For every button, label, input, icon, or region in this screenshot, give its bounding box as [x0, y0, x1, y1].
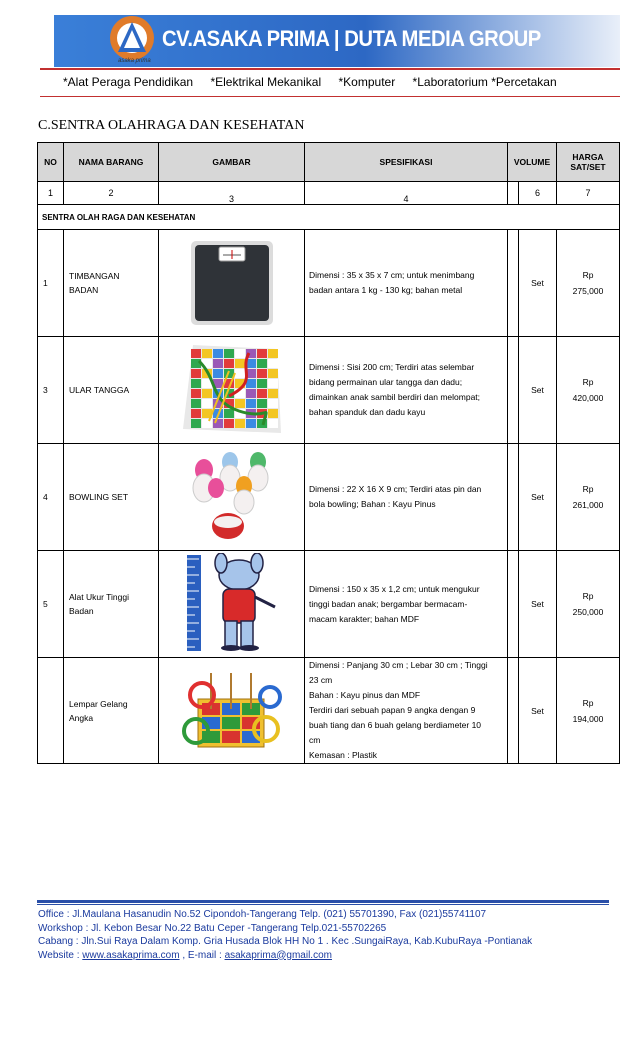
item-name	[64, 658, 159, 764]
height-chart-image	[177, 553, 287, 653]
price-value: 250,000	[572, 607, 604, 617]
col-header-no: NO	[38, 143, 64, 182]
price-currency: Rp	[582, 377, 594, 387]
email-link[interactable]: asakaprima@gmail.com	[224, 949, 332, 961]
item-price	[557, 444, 620, 551]
col-number: 7	[557, 182, 620, 205]
col-number: 4	[305, 182, 508, 205]
col-header-price-line1: HARGA	[572, 152, 604, 162]
item-volume: Set	[519, 658, 557, 764]
board-square	[191, 419, 201, 428]
category-item: *Laboratorium *Percetakan	[412, 75, 557, 89]
board-square	[268, 369, 278, 378]
board-square	[257, 369, 267, 378]
spec-line: Dimensi : Panjang 30 cm ; Lebar 30 cm ; Tinggi	[309, 660, 488, 670]
price-value: 261,000	[572, 500, 604, 510]
board-square	[257, 399, 267, 408]
board-square	[191, 409, 201, 418]
website-label: Website :	[38, 949, 83, 961]
board-square	[202, 399, 212, 408]
board-square	[235, 419, 245, 428]
board-square	[191, 379, 201, 388]
col-number: 3	[159, 182, 305, 205]
item-name-line: Lempar Gelang	[69, 698, 128, 709]
spec-line: 23 cm	[309, 675, 333, 685]
item-spec	[305, 337, 508, 444]
price-value: 194,000	[572, 713, 604, 724]
board-square	[246, 389, 256, 398]
board-square	[202, 389, 212, 398]
item-name	[64, 337, 159, 444]
spec-line: Dimensi : 35 x 35 x 7 cm; untuk menimbang	[309, 270, 475, 280]
footer-workshop: Workshop : Jl. Kebon Besar No.22 Batu Ceper -Tangerang Telp.021-55702265	[38, 922, 387, 934]
table-row	[38, 658, 620, 764]
category-item: *Komputer	[338, 75, 396, 89]
footer-contact	[38, 949, 532, 963]
board-square	[224, 349, 234, 358]
price-currency: Rp	[582, 591, 594, 601]
item-name-line: TIMBANGAN	[69, 271, 120, 281]
number-tile	[222, 717, 240, 729]
spec-line: cm	[309, 735, 321, 745]
spec-line: tinggi badan anak; bergambar bermacam-	[309, 598, 468, 609]
table-row	[38, 551, 620, 658]
item-no: 5	[38, 551, 64, 658]
col-number: 2	[64, 182, 159, 205]
ring-toss-image	[176, 669, 288, 751]
column-number-row	[38, 182, 620, 205]
item-spec	[305, 551, 508, 658]
item-image-cell	[159, 230, 305, 337]
board-square	[191, 399, 201, 408]
board-square	[268, 419, 278, 428]
spec-line: badan antara 1 kg - 130 kg; bahan metal	[309, 285, 463, 295]
board-square	[202, 419, 212, 428]
price-currency: Rp	[582, 697, 594, 708]
website-link[interactable]: www.asakaprima.com	[82, 949, 180, 961]
price-value: 420,000	[572, 393, 604, 403]
category-line	[63, 75, 571, 89]
email-label: , E-mail :	[179, 949, 225, 961]
item-image-cell	[159, 551, 305, 658]
item-name-line: Alat Ukur Tinggi	[69, 592, 129, 602]
bowling-image	[182, 448, 282, 544]
board-square	[213, 419, 223, 428]
col-header-price	[557, 143, 620, 182]
board-square	[257, 349, 267, 358]
board-square	[235, 369, 245, 378]
group-row	[38, 205, 620, 230]
board-square	[257, 379, 267, 388]
spec-line: Terdiri dari sebuah papan 9 angka dengan 9	[309, 705, 476, 715]
item-image-cell	[159, 444, 305, 551]
board-square	[224, 359, 234, 368]
spec-line: dimainkan anak sambil berdiri dan melompat;	[309, 392, 481, 402]
board-square	[257, 389, 267, 398]
board-square	[213, 349, 223, 358]
category-item: *Alat Peraga Pendidikan	[63, 75, 194, 89]
item-name-line: BADAN	[69, 285, 99, 295]
item-volume: Set	[519, 230, 557, 337]
spec-line: bahan spanduk dan dadu kayu	[309, 407, 426, 417]
item-volume: Set	[519, 337, 557, 444]
item-price	[557, 658, 620, 764]
board-square	[235, 359, 245, 368]
item-price	[557, 337, 620, 444]
item-name-line: Badan	[69, 606, 94, 616]
item-no	[38, 658, 64, 764]
col-number: 6	[519, 182, 557, 205]
item-no: 3	[38, 337, 64, 444]
item-name-line: ULAR TANGGA	[69, 385, 130, 395]
category-item: *Elektrikal Mekanikal	[210, 75, 322, 89]
item-no: 4	[38, 444, 64, 551]
col-gap	[508, 182, 519, 205]
spec-line: Dimensi : Sisi 200 cm; Terdiri atas selembar	[309, 362, 475, 372]
spec-line: bola bowling; Bahan : Kayu Pinus	[309, 499, 436, 509]
item-no: 1	[38, 230, 64, 337]
footer	[38, 908, 532, 962]
item-name	[64, 551, 159, 658]
item-price	[557, 230, 620, 337]
board-square	[246, 419, 256, 428]
board-square	[191, 369, 201, 378]
board-square	[213, 369, 223, 378]
col-header-price-line2: SAT/SET	[570, 162, 606, 172]
group-label: SENTRA OLAH RAGA DAN KESEHATAN	[38, 205, 305, 230]
board-square	[268, 399, 278, 408]
board-square	[213, 359, 223, 368]
price-value: 275,000	[572, 286, 604, 296]
spec-line: macam karakter; bahan MDF	[309, 613, 420, 624]
item-volume: Set	[519, 551, 557, 658]
board-square	[246, 379, 256, 388]
table-row	[38, 337, 620, 444]
company-name: CV.ASAKA PRIMA | DUTA MEDIA GROUP	[162, 26, 541, 51]
board-square	[246, 399, 256, 408]
snake-ladder-image	[179, 341, 285, 437]
board-square	[235, 399, 245, 408]
board-square	[191, 389, 201, 398]
footer-branch: Cabang : Jln.Sui Raya Dalam Komp. Gria Husada Blok HH No 1 . Kec .SungaiRaya, Kab.KubuRaya -Pontianak	[38, 936, 533, 947]
board-square	[268, 379, 278, 388]
item-price	[557, 551, 620, 658]
price-currency: Rp	[582, 270, 594, 280]
board-square	[202, 349, 212, 358]
col-header-spec: SPESIFIKASI	[305, 143, 508, 182]
col-header-image: GAMBAR	[159, 143, 305, 182]
price-table	[37, 142, 619, 764]
header-divider-bottom	[40, 96, 620, 97]
item-volume: Set	[519, 444, 557, 551]
footer-divider	[37, 900, 609, 903]
item-spec	[305, 444, 508, 551]
footer-office: Office : Jl.Maulana Hasanudin No.52 Cipondoh-Tangerang Telp. (021) 55701390, Fax (021)55741107	[38, 909, 487, 920]
item-name	[64, 230, 159, 337]
spec-line: buah tiang dan 6 buah gelang berdiameter 10	[309, 720, 482, 730]
item-name-line: Angka	[69, 712, 94, 723]
spec-line: Bahan : Kayu pinus dan MDF	[309, 690, 421, 700]
board-square	[224, 409, 234, 418]
board-square	[191, 349, 201, 358]
spec-line: bidang permainan ular tangga dan dadu;	[309, 377, 463, 387]
item-name	[64, 444, 159, 551]
col-header-volume: VOLUME	[508, 143, 557, 182]
footer-divider-thin	[37, 904, 609, 905]
table-header-row	[38, 143, 620, 182]
board-square	[268, 409, 278, 418]
board-square	[257, 359, 267, 368]
scale-image	[187, 235, 277, 329]
item-name-line: BOWLING SET	[69, 492, 129, 502]
board-square	[268, 359, 278, 368]
header-divider	[40, 68, 620, 70]
board-square	[235, 349, 245, 358]
item-spec	[305, 658, 508, 764]
spec-line: Dimensi : 150 x 35 x 1,2 cm; untuk mengukur	[309, 583, 480, 594]
board-square	[224, 419, 234, 428]
spec-line: Dimensi : 22 X 16 X 9 cm; Terdiri atas pin dan	[309, 484, 482, 494]
board-square	[268, 349, 278, 358]
number-tile	[222, 731, 240, 743]
item-spec	[305, 230, 508, 337]
price-currency: Rp	[582, 484, 594, 494]
section-title: C.SENTRA OLAHRAGA DAN KESEHATAN	[38, 118, 305, 133]
table-row	[38, 444, 620, 551]
item-image-cell	[159, 658, 305, 764]
spec-line: Kemasan : Plastik	[309, 750, 378, 760]
col-number: 1	[38, 182, 64, 205]
board-square	[268, 389, 278, 398]
logo-subtitle: asaka prima	[118, 58, 151, 64]
table-row	[38, 230, 620, 337]
col-header-name: NAMA BARANG	[64, 143, 159, 182]
item-image-cell	[159, 337, 305, 444]
